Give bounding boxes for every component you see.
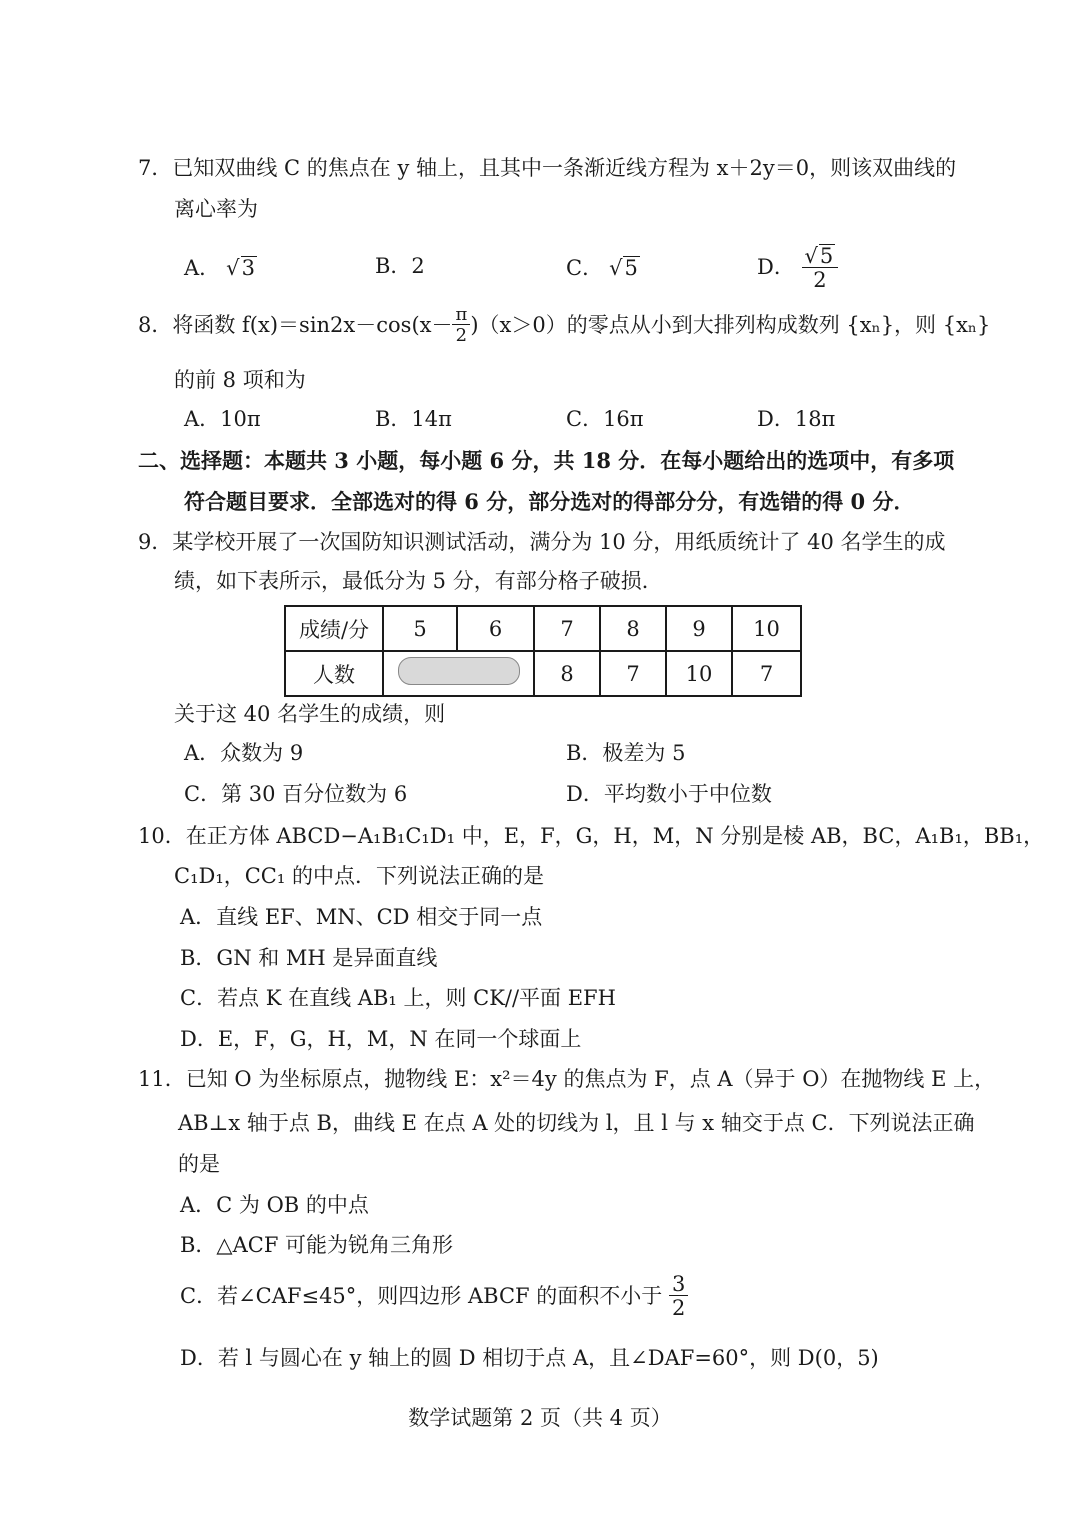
q8-option-b: B．14π	[375, 407, 452, 431]
sqrt-symbol: √	[609, 256, 623, 280]
q8-option-a: A．10π	[184, 407, 261, 431]
q7-option-d-fraction	[802, 244, 839, 291]
q11-option-c	[180, 1274, 688, 1319]
q8-stem-line1	[138, 306, 990, 345]
q11-option-d: D．若 l 与圆心在 y 轴上的圆 D 相切于点 A，且∠DAF=60°，则 D(0，5)	[180, 1346, 879, 1370]
q7-stem-line2: 离心率为	[174, 197, 258, 221]
section2-heading-line1: 二、选择题：本题共 3 小题，每小题 6 分，共 18 分．在每小题给出的选项中，有多项	[138, 448, 955, 473]
q10-option-d: D．E，F，G，H，M，N 在同一个球面上	[180, 1027, 582, 1051]
table-cell: 6	[457, 606, 534, 651]
q10-stem-line2: C₁D₁，CC₁ 的中点．下列说法正确的是	[174, 864, 544, 888]
q8-stem-post: )（x＞0）的零点从小到大排列构成数列 {xₙ}，则 {xₙ}	[470, 313, 991, 337]
table-cell: 9	[666, 606, 732, 651]
table-header-cell: 人数	[285, 651, 383, 696]
score-table	[284, 605, 802, 697]
section2-heading-line2: 符合题目要求．全部选对的得 6 分，部分选对的得部分分，有选错的得 0 分．	[184, 489, 915, 514]
q8-stem-pre: 8．将函数 f(x)＝sin2x－cos(x－	[138, 313, 453, 337]
page-footer: 数学试题第 2 页（共 4 页）	[408, 1406, 672, 1430]
q9-option-b: B．极差为 5	[566, 741, 686, 765]
table-cell: 5	[383, 606, 457, 651]
q11-option-b: B．△ACF 可能为锐角三角形	[180, 1233, 454, 1257]
q9-stem-line2: 绩，如下表所示，最低分为 5 分，有部分格子破损．	[174, 569, 663, 593]
q7-option-c-radicand: 5	[624, 256, 638, 280]
q7-option-c	[566, 256, 640, 279]
sqrt-symbol: √	[804, 244, 818, 268]
q9-option-c: C．第 30 百分位数为 6	[184, 782, 408, 806]
q8-fraction-num: π	[452, 306, 470, 325]
q11-stem-line1: 11．已知 O 为坐标原点，抛物线 E：x²＝4y 的焦点为 F，点 A（异于 O）在抛物线 E 上，	[138, 1067, 996, 1091]
table-cell: 8	[600, 606, 666, 651]
q11-option-a: A．C 为 OB 的中点	[180, 1193, 369, 1217]
table-cell: 10	[732, 606, 801, 651]
q9-option-d: D．平均数小于中位数	[566, 782, 772, 806]
q10-option-c: C．若点 K 在直线 AB₁ 上，则 CK//平面 EFH	[180, 986, 616, 1010]
q10-option-a: A．直线 EF、MN、CD 相交于同一点	[180, 905, 543, 929]
q11-option-c-den: 2	[671, 1296, 686, 1320]
q8-fraction-den: 2	[455, 325, 468, 346]
table-row	[285, 651, 801, 696]
q10-stem-line1: 10．在正方体 ABCD−A₁B₁C₁D₁ 中，E，F，G，H，M，N 分别是棱 AB，BC，A₁B₁，BB₁，	[138, 824, 1045, 848]
torn-paper-blot	[398, 657, 520, 685]
q7-option-a	[184, 256, 257, 279]
q7-option-d-label: D．	[757, 255, 795, 279]
q8-stem-line2: 的前 8 项和为	[174, 368, 306, 392]
table-header-cell: 成绩/分	[285, 606, 383, 651]
table-row	[285, 606, 801, 651]
table-cell: 7	[534, 606, 600, 651]
table-cell: 7	[732, 651, 801, 696]
q8-option-c: C．16π	[566, 407, 644, 431]
q11-stem-line2: AB⊥x 轴于点 B，曲线 E 在点 A 处的切线为 l，且 l 与 x 轴交于点 C．下列说法正确	[178, 1111, 975, 1135]
q7-option-c-label: C．	[566, 256, 604, 280]
table-cell: 8	[534, 651, 600, 696]
damaged-cell	[383, 651, 534, 696]
q8-option-d: D．18π	[757, 407, 836, 431]
q7-option-d	[757, 244, 838, 291]
q7-stem-line1: 7．已知双曲线 C 的焦点在 y 轴上，且其中一条渐近线方程为 x＋2y＝0，则该双曲线的	[138, 156, 957, 180]
q11-option-c-num: 3	[669, 1274, 688, 1296]
q8-fraction	[452, 306, 470, 345]
q7-option-a-radicand: 3	[241, 256, 255, 280]
q11-option-c-fraction	[669, 1274, 688, 1319]
q9-option-a: A．众数为 9	[184, 741, 304, 765]
q7-option-a-label: A．	[184, 256, 221, 280]
q7-option-d-radicand: 5	[819, 244, 834, 268]
sqrt-symbol: √	[226, 256, 240, 280]
q9-stem-line1: 9．某学校开展了一次国防知识测试活动，满分为 10 分，用纸质统计了 40 名学生的成	[138, 530, 946, 554]
q11-stem-line3: 的是	[178, 1152, 220, 1176]
table-cell: 10	[666, 651, 732, 696]
q7-option-b: B．2	[375, 254, 425, 278]
q9-stem-line3: 关于这 40 名学生的成绩，则	[174, 702, 446, 726]
q10-option-b: B．GN 和 MH 是异面直线	[180, 946, 438, 970]
table-cell: 7	[600, 651, 666, 696]
q7-option-d-denominator: 2	[813, 268, 827, 292]
q11-option-c-text: C．若∠CAF≤45°，则四边形 ABCF 的面积不小于	[180, 1284, 663, 1308]
